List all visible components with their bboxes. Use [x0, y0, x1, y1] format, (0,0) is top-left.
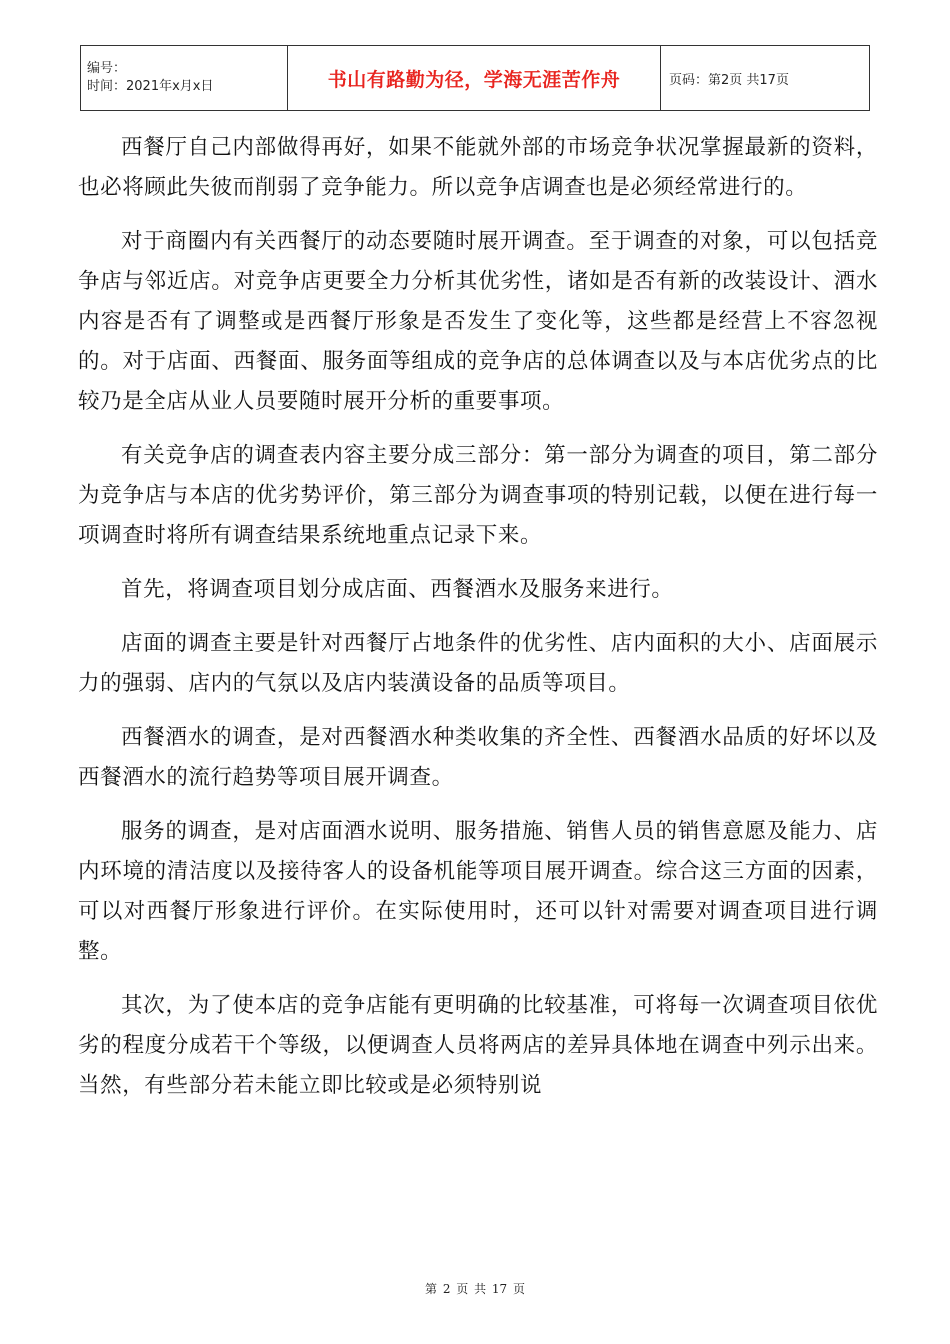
header-meta-cell: [81, 46, 288, 111]
paragraph: 西餐厅自己内部做得再好，如果不能就外部的市场竞争状况掌握最新的资料，也必将顾此失彼而削弱了竞争能力。所以竞争店调查也是必须经常进行的。: [78, 135, 878, 200]
document-header: [80, 45, 870, 111]
paragraph: 有关竞争店的调查表内容主要分成三部分：第一部分为调查的项目，第二部分为竞争店与本店的优劣势评价，第三部分为调查事项的特别记载，以便在进行每一项调查时将所有调查结果系统地重点记录下来。: [78, 443, 878, 548]
paragraph: 店面的调查主要是针对西餐厅占地条件的优劣性、店内面积的大小、店面展示力的强弱、店内的气氛以及店内装潢设备的品质等项目。: [78, 631, 878, 696]
paragraph: 西餐酒水的调查，是对西餐酒水种类收集的齐全性、西餐酒水品质的好坏以及西餐酒水的流行趋势等项目展开调查。: [78, 725, 878, 790]
paragraph: 对于商圈内有关西餐厅的动态要随时展开调查。至于调查的对象，可以包括竞争店与邻近店。对竞争店更要全力分析其优劣性，诸如是否有新的改装设计、酒水内容是否有了调整或是西餐厅形象是否发生了变化等，这些都是经营上不容忽视的。对于店面、西餐面、服务面等组成的竞争店的总体调查以及与本店优劣点的比较乃是全店从业人员要随时展开分析的重要事项。: [78, 229, 878, 414]
document-id-label: 编号：: [87, 61, 127, 76]
document-time-label: 时间：2021年x月x日: [87, 79, 214, 94]
header-page-info: 页码：第2页 共17页: [661, 46, 870, 111]
paragraph: 首先，将调查项目划分成店面、西餐酒水及服务来进行。: [121, 577, 674, 602]
document-body: [78, 128, 878, 1120]
page-footer: 第 2 页 共 17 页: [425, 1282, 525, 1296]
paragraph: 服务的调查，是对店面酒水说明、服务措施、销售人员的销售意愿及能力、店内环境的清洁度以及接待客人的设备机能等项目展开调查。综合这三方面的因素，可以对西餐厅形象进行评价。在实际使用时，还可以针对需要对调查项目进行调整。: [78, 819, 878, 964]
paragraph: 其次，为了使本店的竞争店能有更明确的比较基准，可将每一次调查项目依优劣的程度分成若干个等级，以便调查人员将两店的差异具体地在调查中列示出来。当然，有些部分若未能立即比较或是必须特别说: [78, 993, 878, 1098]
header-motto: 书山有路勤为径，学海无涯苦作舟: [288, 46, 661, 111]
